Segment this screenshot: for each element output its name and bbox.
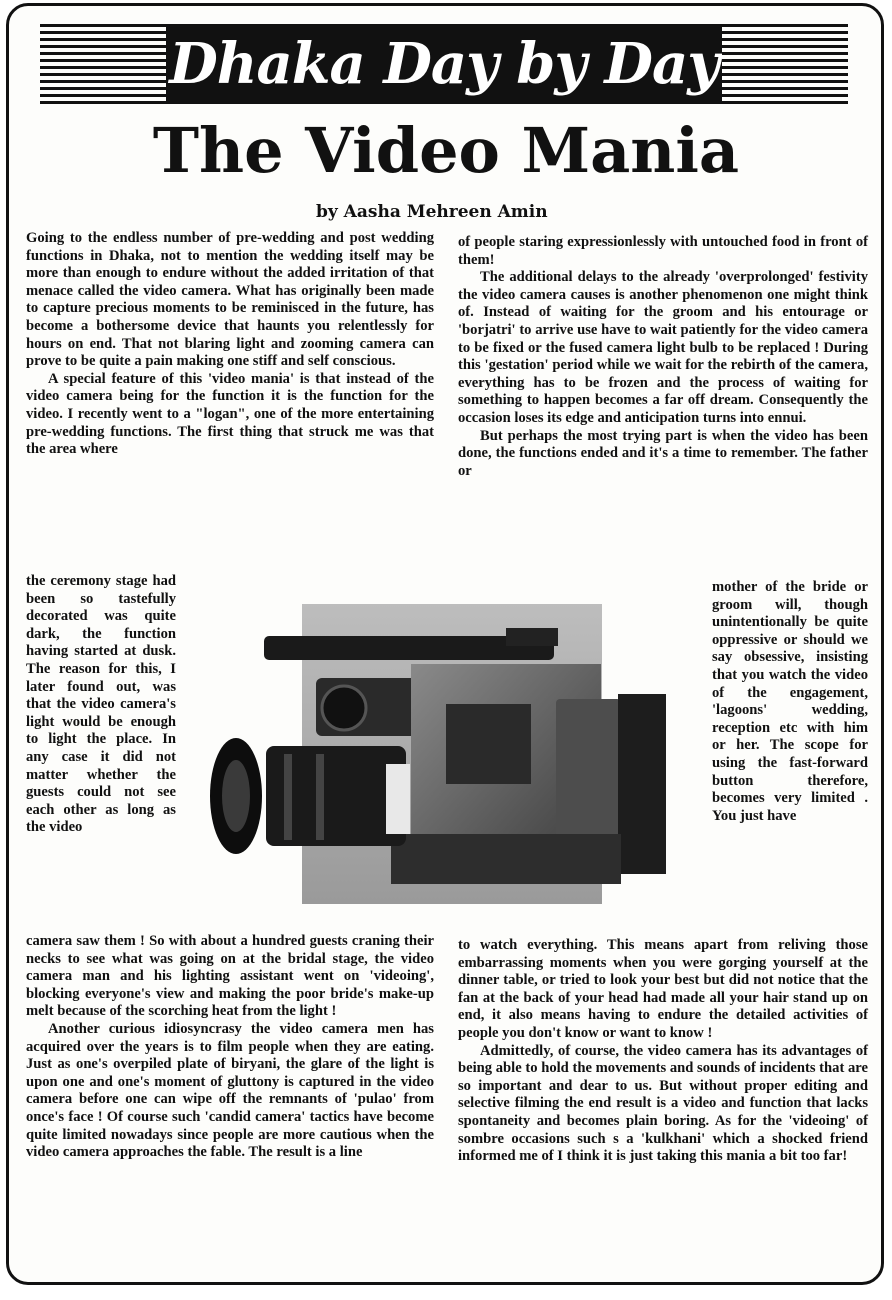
section-title: Dhaka Day by Day	[166, 24, 722, 104]
left-column-bottom	[26, 933, 434, 1162]
paragraph: Another curious idiosyncrasy the video camera men has acquired over the years is to film people when they are eating. Just as one's overpiled plate of biryani, the glare of the light is upon one and one's moment of gluttony is captured in the video camera before one can wipe off the remnants of 'pulao' from once's face ! Of course such 'candid camera' tactics have become quite limited nowadays since people are more cautious when the video camera approaches the fable. The result is a line	[26, 1020, 434, 1161]
right-column-bottom	[458, 937, 868, 1166]
section-banner	[40, 24, 848, 104]
right-column-top	[458, 234, 868, 480]
paragraph: Admittedly, of course, the video camera has its advantages of being able to hold the movements and sounds of incidents that are so important and dear to us. But without proper editing and selective filming the end result is a video and function that lacks spontaneity and becomes plain boring. As for the 'videoing' of sombre occasions such s a 'kulkhani' which a shocked friend informed me of I think it is just taking this mania a bit too far!	[458, 1042, 868, 1165]
left-column-wrap	[26, 573, 176, 837]
headline: The Video Mania	[152, 114, 740, 187]
banner-rule-left	[40, 24, 166, 104]
paragraph: But perhaps the most trying part is when the video has been done, the functions ended and it's a time to remember. The father or	[458, 427, 868, 479]
paragraph: The additional delays to the already 'overprolonged' festivity the video camera causes is another phenomenon one might think of. Instead of waiting for the groom and his entourage or 'borjatri' to arrive use have to wait patiently for the video camera to be fixed or the fused camera light bulb to be replaced ! During this 'gestation' period while we wait for the rebirth of the camera, everything has to be frozen and the process of waiting for something to happen becomes a far off dream. Consequently the occasion loses its edge and anticipation turns into ennui.	[458, 269, 868, 426]
video-camera-photo	[206, 604, 676, 904]
paragraph: Going to the endless number of pre-wedding and post wedding functions in Dhaka, not to mention the wedding itself may be more than enough to endure without the added irritation of that menace called the video camera. What has originally been made to capture precious moments to be reminisced in the future, has become a bothersome device that haunts you relentlessly for hours on end. That not blaring light and zooming camera can prove to be quite a pain making one stiff and self conscious.	[26, 230, 434, 370]
byline: by Aasha Mehreen Amin	[316, 202, 548, 222]
video-camera-illustration	[206, 604, 676, 904]
paragraph: the ceremony stage had been so tastefully decorated was quite dark, the function having started at dusk. The reason for this, I later found out, was that the video camera's light would be enough to light the place. In any case it did not matter whether the guests could not see each other as long as the video	[26, 573, 176, 836]
banner-rule-right	[722, 24, 848, 104]
paragraph: mother of the bride or groom will, though unintentionally be quite oppressive or should we say obsessive, insisting that you watch the video of the engagement, 'lagoons' wedding, reception etc with him or her. The scope for using the fast-forward button therefore, becomes very limited . You just have	[712, 579, 868, 824]
paragraph: A special feature of this 'video mania' is that instead of the video camera being for the function it is the function for the video. I recently went to a "logan", one of the more entertaining pre-wedding functions. The first thing that struck me was that the area where	[26, 370, 434, 458]
paragraph: to watch everything. This means apart from reliving those embarrassing moments when you were gorging yourself at the dinner table, or tried to look your best but did not notice that the fan at the back of your head had made all your hair stand up on end, it also means having to endure the detailed activities of people you don't know or want to know !	[458, 937, 868, 1041]
paragraph: camera saw them ! So with about a hundred guests craning their necks to see what was going on at the bridal stage, the video camera man and his lighting assistant went on 'videoing', blocking everyone's view and making the poor bride's make-up melt because of the scorching heat from the light !	[26, 933, 434, 1020]
paragraph: of people staring expressionlessly with untouched food in front of them!	[458, 234, 868, 268]
right-column-wrap	[712, 579, 868, 825]
left-column-top	[26, 230, 434, 459]
